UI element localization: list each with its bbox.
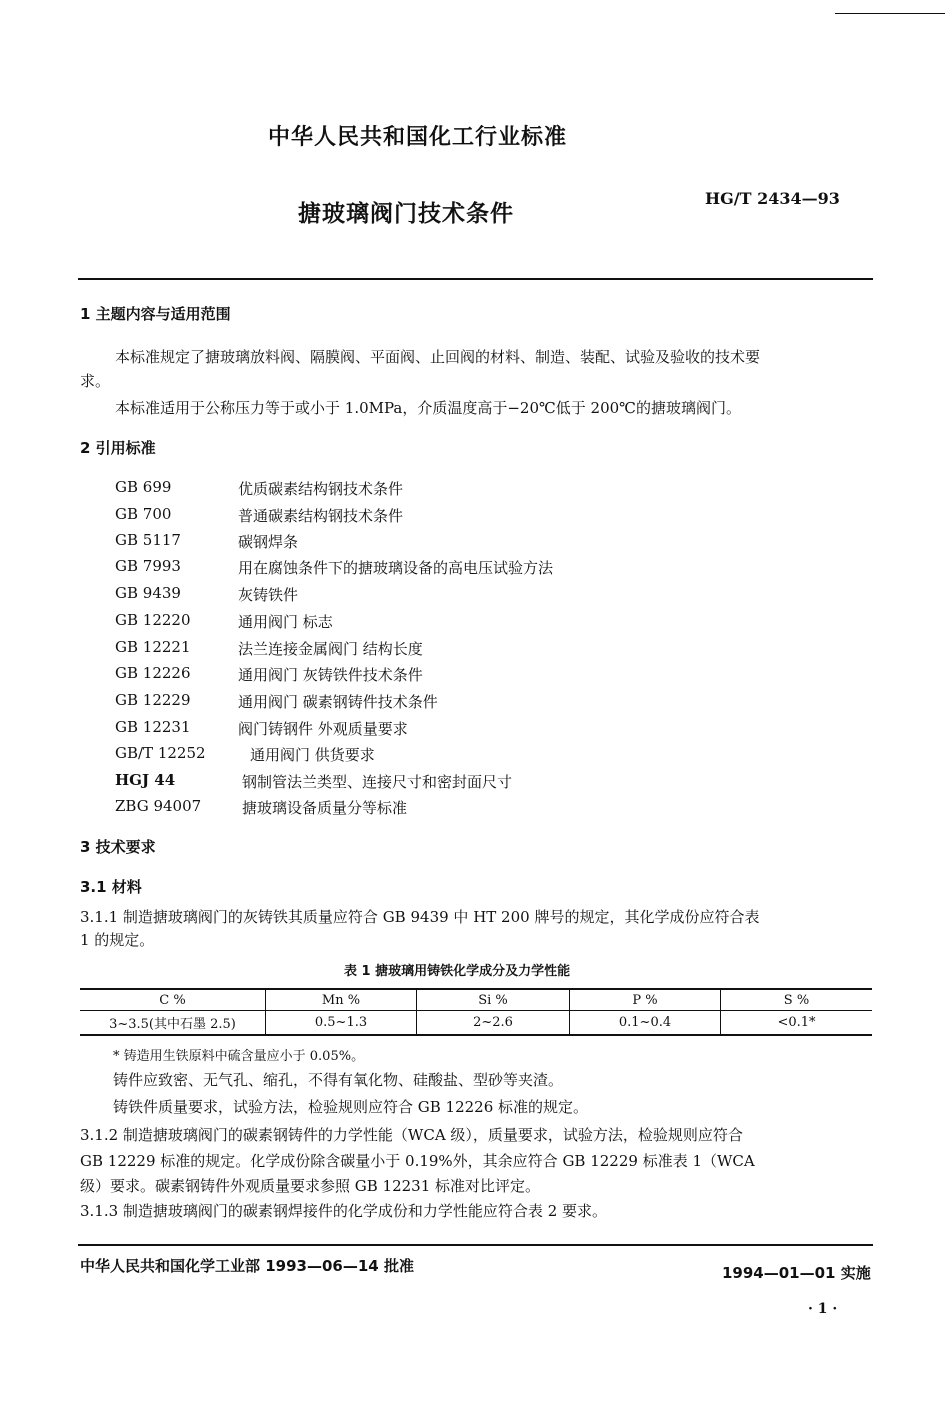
table-cell: 3~3.5(其中石墨 2.5) — [80, 1011, 266, 1036]
para-3-1-1-line2: 1 的规定。 — [80, 931, 155, 949]
ref-code: GB 12221 — [115, 638, 191, 656]
para-3-1-2-line1: 3.1.2 制造搪玻璃阀门的碳素钢铸件的力学性能（WCA 级），质量要求，试验方法，检验规则应符合 — [80, 1126, 743, 1144]
table-header-cell: Si % — [417, 989, 570, 1011]
doc-title: 搪玻璃阀门技术条件 — [298, 201, 514, 227]
top-corner-line — [835, 13, 945, 14]
table-cell: 0.5~1.3 — [266, 1011, 417, 1036]
ref-title: 碳钢焊条 — [238, 533, 299, 551]
table1-footnote: * 铸造用生铁原料中硫含量应小于 0.05%。 — [113, 1049, 365, 1064]
org-title: 中华人民共和国化工行业标准 — [268, 125, 568, 150]
ref-code: GB 699 — [115, 478, 172, 496]
section1-para2: 本标准适用于公称压力等于或小于 1.0MPa，介质温度高于−20℃低于 200℃的搪玻璃阀门。 — [115, 399, 741, 417]
para-3-1-2-line2: GB 12229 标准的规定。化学成份除含碳量小于 0.19%外，其余应符合 GB 12229 标准表 1（WCA — [80, 1152, 755, 1170]
table1-caption: 表 1 搪玻璃用铸铁化学成分及力学性能 — [344, 964, 571, 979]
ref-title: 通用阀门 碳素钢铸件技术条件 — [238, 693, 438, 711]
ref-title: 通用阀门 灰铸铁件技术条件 — [238, 666, 423, 684]
ref-title: 通用阀门 供货要求 — [250, 746, 375, 764]
section2-heading: 2 引用标准 — [80, 439, 156, 457]
ref-code: GB 7993 — [115, 557, 181, 575]
table1 — [80, 988, 872, 1036]
table-header-row — [80, 989, 872, 1011]
table-row — [80, 1011, 872, 1036]
para-3-1-2-line3: 级）要求。碳素钢铸件外观质量要求参照 GB 12231 标准对比评定。 — [80, 1177, 541, 1195]
section3-heading: 3 技术要求 — [80, 838, 156, 856]
ref-title: 用在腐蚀条件下的搪玻璃设备的高电压试验方法 — [238, 559, 554, 577]
ref-code: GB 12231 — [115, 718, 191, 736]
approval-statement: 中华人民共和国化学工业部 1993—06—14 批准 — [80, 1257, 414, 1275]
ref-title: 优质碳素结构钢技术条件 — [238, 480, 404, 498]
ref-code: GB 12220 — [115, 611, 191, 629]
ref-title: 搪玻璃设备质量分等标准 — [242, 799, 408, 817]
ref-code: ZBG 94007 — [115, 797, 202, 815]
para-3-1-3: 3.1.3 制造搪玻璃阀门的碳素钢焊接件的化学成份和力学性能应符合表 2 要求。 — [80, 1202, 608, 1220]
ref-code: GB/T 12252 — [115, 744, 206, 762]
ref-code: GB 700 — [115, 505, 172, 523]
ref-code: HGJ 44 — [115, 771, 176, 789]
ref-title: 钢制管法兰类型、连接尺寸和密封面尺寸 — [242, 773, 513, 791]
ref-title: 法兰连接金属阀门 结构长度 — [238, 640, 423, 658]
ref-title: 普通碳素结构钢技术条件 — [238, 507, 404, 525]
ref-title: 阀门铸钢件 外观质量要求 — [238, 720, 408, 738]
para-casting-testing: 铸铁件质量要求，试验方法，检验规则应符合 GB 12226 标准的规定。 — [113, 1098, 589, 1116]
page-number: · 1 · — [808, 1301, 838, 1317]
section1-heading: 1 主题内容与适用范围 — [80, 305, 231, 323]
section1-para1-line1: 本标准规定了搪玻璃放料阀、隔膜阀、平面阀、止回阀的材料、制造、装配、试验及验收的技术要 — [115, 348, 761, 366]
table-header-cell: P % — [570, 989, 721, 1011]
ref-code: GB 5117 — [115, 531, 181, 549]
table-cell: 2~2.6 — [417, 1011, 570, 1036]
table-header-cell: C % — [80, 989, 266, 1011]
table-header-cell: S % — [721, 989, 873, 1011]
ref-title: 通用阀门 标志 — [238, 613, 333, 631]
ref-title: 灰铸铁件 — [238, 586, 299, 604]
header-rule — [78, 278, 873, 280]
ref-code: GB 12226 — [115, 664, 191, 682]
table-cell: 0.1~0.4 — [570, 1011, 721, 1036]
para-3-1-1-line1: 3.1.1 制造搪玻璃阀门的灰铸铁其质量应符合 GB 9439 中 HT 200 牌号的规定，其化学成份应符合表 — [80, 908, 760, 926]
ref-code: GB 9439 — [115, 584, 181, 602]
ref-code: GB 12229 — [115, 691, 191, 709]
standard-number: HG/T 2434—93 — [705, 189, 840, 208]
implementation-date: 1994—01—01 实施 — [722, 1264, 871, 1282]
subsection-3-1: 3.1 材料 — [80, 878, 142, 896]
para-casting-quality: 铸件应致密、无气孔、缩孔，不得有氧化物、硅酸盐、型砂等夹渣。 — [113, 1071, 564, 1089]
table-header-cell: Mn % — [266, 989, 417, 1011]
table-cell: <0.1* — [721, 1011, 873, 1036]
section1-para1-line2: 求。 — [80, 372, 111, 390]
footer-rule — [78, 1244, 873, 1246]
